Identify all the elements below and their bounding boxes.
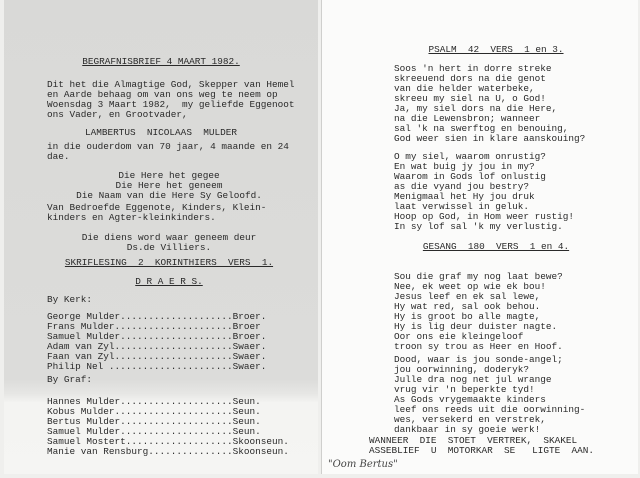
text-line: O my siel, waarom onrustig? [394,151,546,162]
text-line: dae. [47,151,70,162]
text-line: Nee, ek weet op wie ek bou! [394,281,546,292]
text-line: Ds.de Villiers. [126,242,212,253]
text-line: Hy is groot bo alle magte, [394,311,541,322]
text-line: Faan van Zyl.....................Swaer. [47,351,267,362]
text-line: Menigmaal het Hy jou druk [394,191,535,202]
text-line: as die vyand jou bestry? [394,181,530,192]
text-line: Die Here het geneem [115,180,223,191]
text-line: sal 'k na swerftog en benouing, [394,123,569,134]
scripture-reading: SKRIFLESING 2 KORINTHIERS VERS 1. [64,257,274,268]
text-line: Bertus Mulder....................Seun. [47,416,261,427]
service-paragraph [4,233,334,253]
text-line: ASSEBLIEF U MOTORKAR SE LIGTE AAN. [369,445,595,456]
handwritten-note: "Oom Bertus" [328,459,398,470]
text-line: na die Lewensbron; wanneer [394,113,541,124]
psalm-title: PSALM 42 VERS 1 en 3. [428,44,564,55]
right-page [321,0,638,474]
text-line: Kobus Mulder.....................Seun. [47,406,261,417]
text-line: vrug vir 'n beperkte tyd! [394,384,535,395]
text-line: WANNEER DIE STOET VERTREK, SKAKEL [369,435,578,446]
gesang-verse-1 [394,272,563,352]
text-line: kinders en Agter-kleinkinders. [47,212,216,223]
text-line: Hannes Mulder....................Seun. [47,396,261,407]
text-line: As Gods vrygemaakte kinders [394,394,546,405]
text-line: Samuel Mulder....................Broer. [47,331,267,342]
text-line: In sy lof sal 'k my verlustig. [394,221,563,232]
text-line: ons Vader, en Grootvader, [47,109,188,120]
age-paragraph [47,142,289,162]
text-line: Dood, waar is jou sonde-angel; [394,354,563,365]
church-label: By Kerk: [47,294,93,305]
procession-notice [369,436,594,456]
text-line: Waarom in Gods lof onlustig [394,171,546,182]
text-line: troon sy trou as Heer en Hoof. [394,341,563,352]
text-line: Jesus leef en ek sal lewe, [394,291,541,302]
text-line: skreeuend dors na die genot [394,73,546,84]
text-line: Julle dra nog net jul wrange [394,374,552,385]
text-line: skreeu my siel na U, o God! [394,93,546,104]
mourners-paragraph [47,203,266,223]
text-line: Samuel Mostert...................Skoonseun. [47,436,289,447]
text-line: Die Naam van die Here Sy Geloofd. [76,190,262,201]
text-line: Oor ons eie kleingeloof [394,331,524,342]
text-line: en Aarde behaag om van ons weg te neem op [47,89,278,100]
text-line: Van Bedroefde Eggenote, Kinders, Klein- [47,202,267,213]
text-line: Die diens word waar geneem deur [81,232,257,243]
text-line: Philip Nel ......................Swaer. [47,361,267,372]
text-line: Hy wat red, sal ook behou. [394,301,541,312]
intro-paragraph [47,80,295,120]
grave-bearers-list [47,397,289,457]
gesang-title: GESANG 180 VERS 1 en 4. [422,241,570,252]
gesang-verse-4 [394,355,585,435]
text-line: Ja, my siel dors na die Here, [394,103,558,114]
church-bearers-list [47,312,266,372]
text-line: van die helder waterbeke, [394,83,535,94]
text-line: Woensdag 3 Maart 1982, my geliefde Eggenoot [47,99,295,110]
text-line: jou oorwinning, doderyk? [394,364,530,375]
text-line: in die ouderdom van 70 jaar, 4 maande en 24 [47,141,289,152]
bearers-heading: D R A E R S. [135,276,203,287]
grave-label: By Graf: [47,374,93,385]
text-line: Sou die graf my nog laat bewe? [394,271,563,282]
text-line: George Mulder....................Broer. [47,311,267,322]
text-line: En wat buig jy jou in my? [394,161,535,172]
text-line: Samuel Mulder....................Seun. [47,426,261,437]
text-line: Soos 'n hert in dorre streke [394,63,552,74]
text-line: Frans Mulder.....................Broer [47,321,261,332]
text-line: dankbaar in sy goeie werk! [394,424,541,435]
left-page [4,0,318,474]
text-line: Hy is lig deur duister nagte. [394,321,558,332]
deceased-name: LAMBERTUS NICOLAAS MULDER [85,127,237,138]
text-line: God weer sien in klare aanskouing? [394,133,586,144]
letter-title: BEGRAFNISBRIEF 4 MAART 1982. [82,56,240,67]
text-line: laat verwissel in geluk. [394,201,530,212]
psalm-verse-3 [394,152,574,232]
psalm-verse-1 [394,64,585,144]
text-line: wes, versekerd en verstrek, [394,414,546,425]
text-line: Dit het die Almagtige God, Skepper van Hemel [47,79,295,90]
scripture-verse [4,171,334,201]
text-line: Hoop op God, in Hom weer rustig! [394,211,575,222]
text-line: leef ons reeds uit die oorwinning- [394,404,586,415]
text-line: Adam van Zyl.....................Swaer. [47,341,267,352]
text-line: Manie van Rensburg...............Skoonseun. [47,446,289,457]
text-line: Die Here het gegee [118,170,220,181]
